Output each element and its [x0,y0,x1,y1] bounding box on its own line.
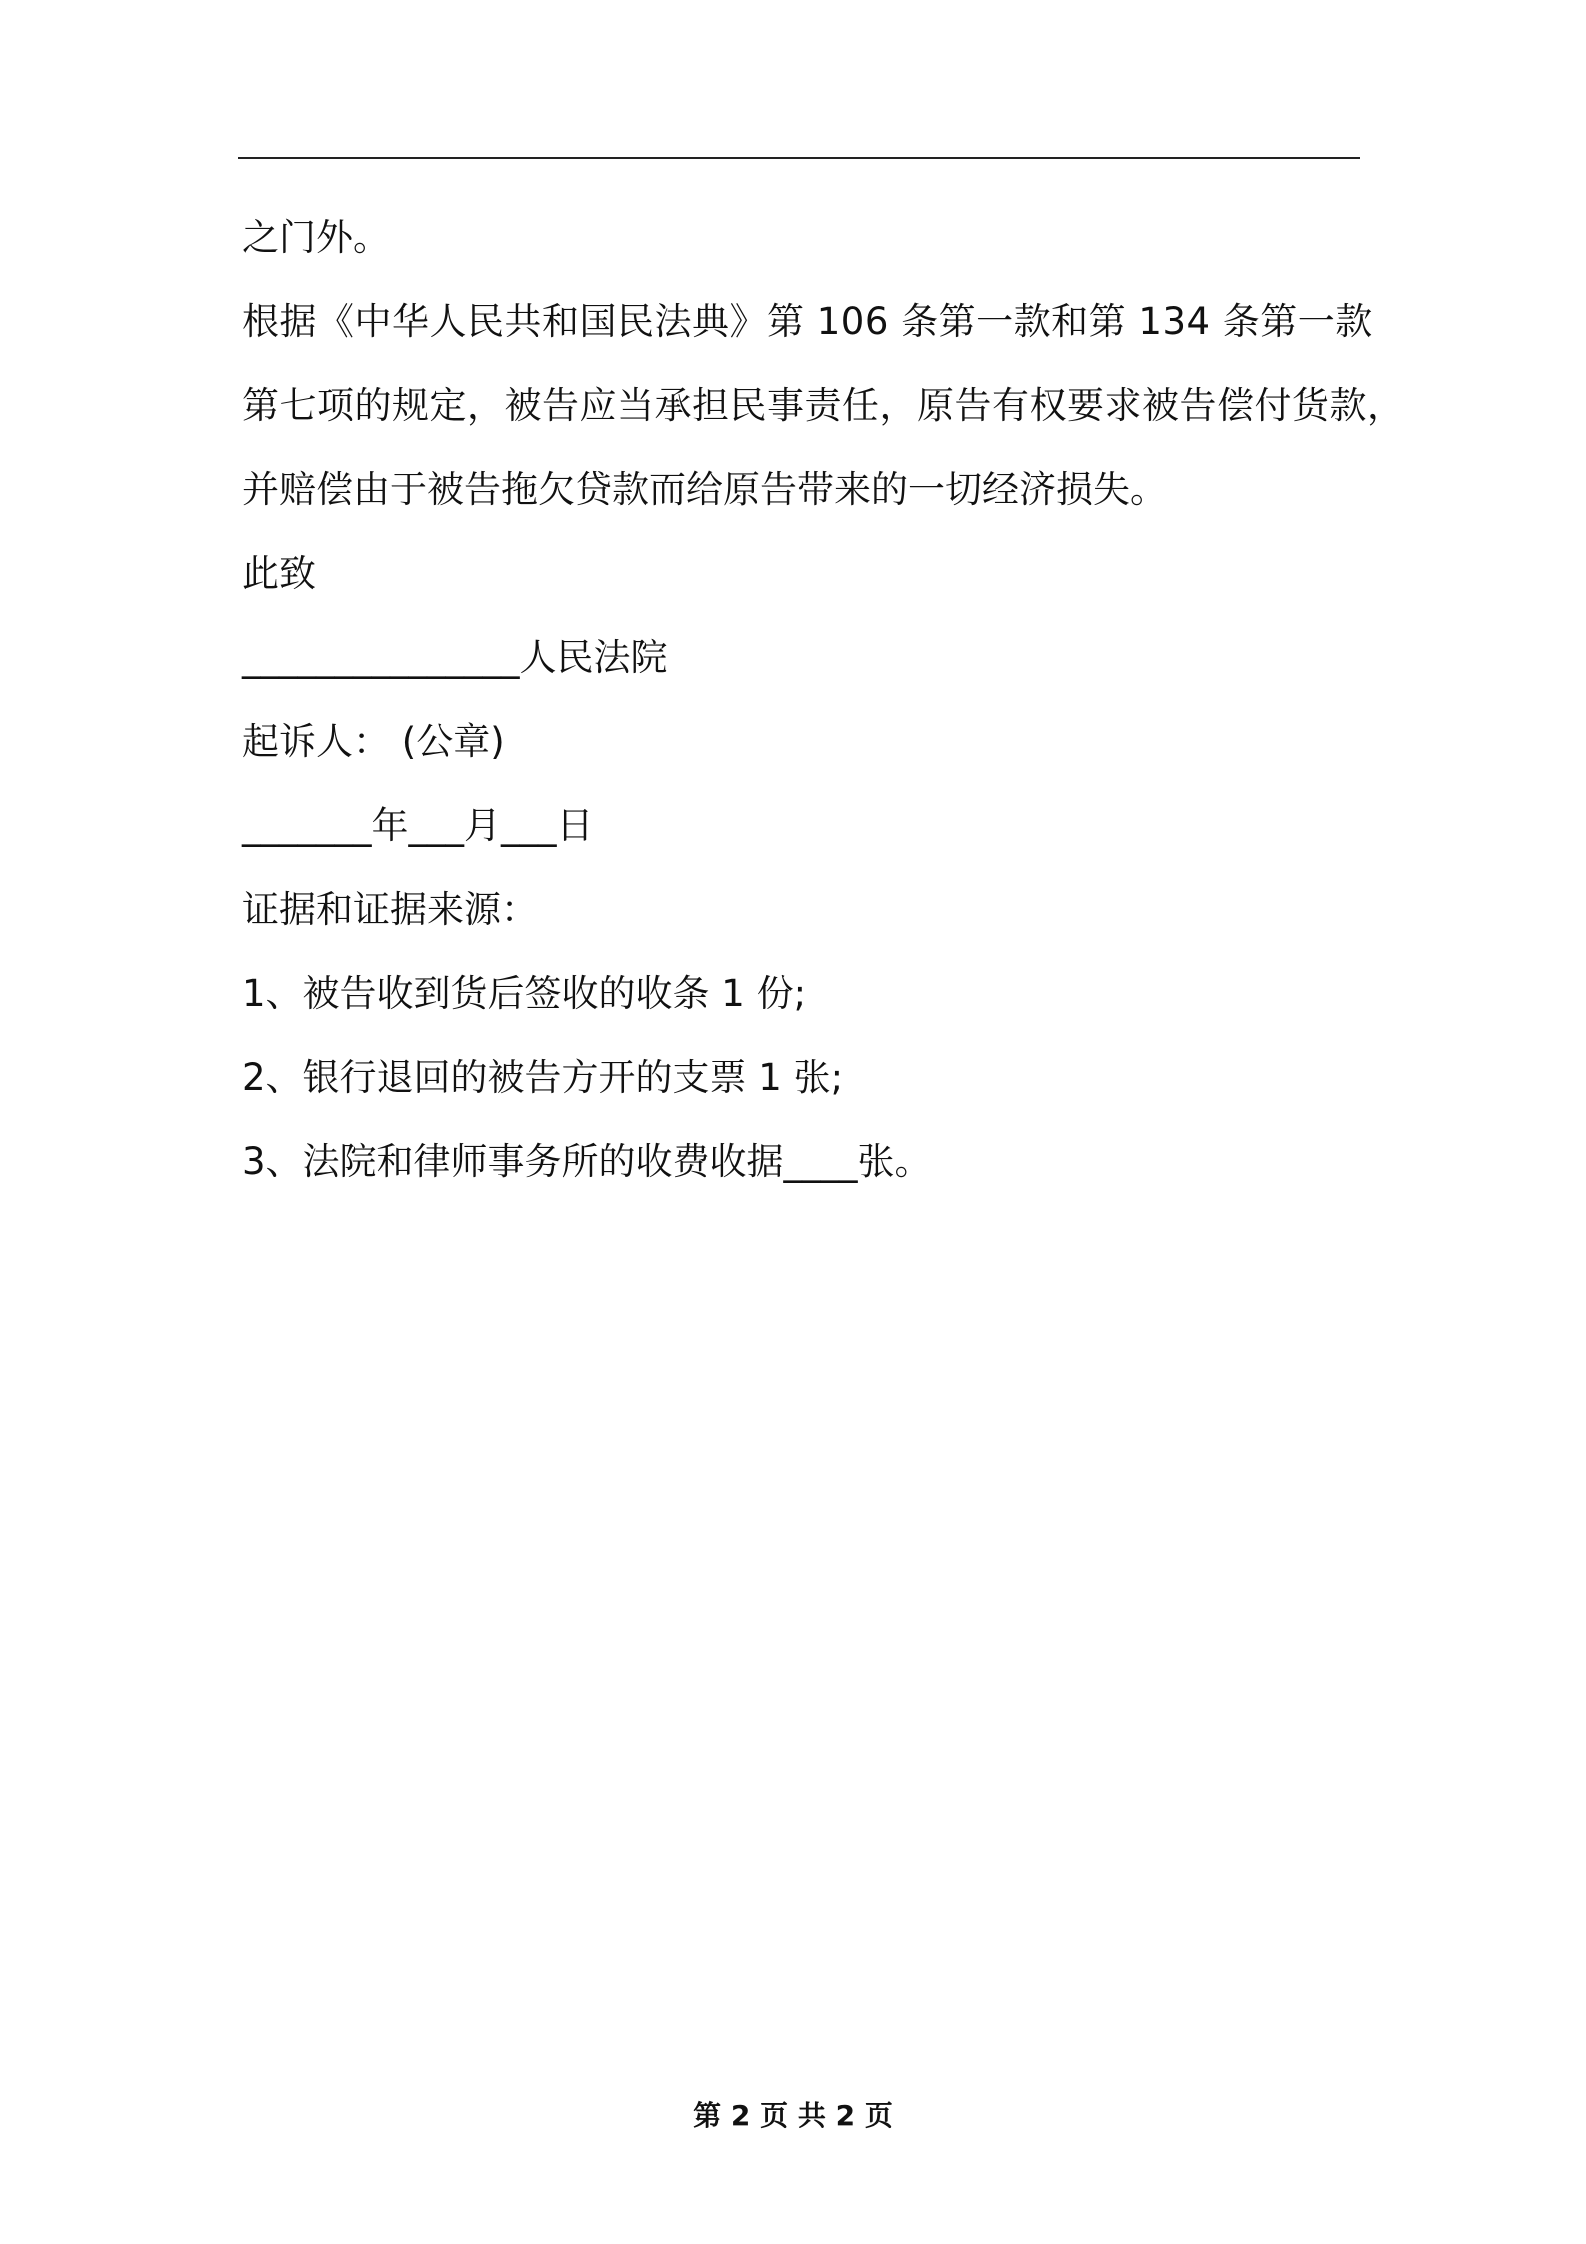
text-line-legal-basis-3: 并赔偿由于被告拖欠贷款而给原告带来的一切经济损失。 [242,468,1167,511]
evidence-heading: 证据和证据来源： [242,888,538,931]
court-name-blank: _______________人民法院 [242,636,668,679]
salutation: 此致 [242,552,316,595]
text-line-continuation: 之门外。 [242,216,390,259]
document-body [242,196,1405,1204]
date-blank-line: _______年___月___日 [242,804,594,847]
text-line-legal-basis-2: 第七项的规定，被告应当承担民事责任，原告有权要求被告偿付货款， [242,384,1405,427]
header-divider [238,157,1360,159]
text-line-legal-basis-1: 根据《中华人民共和国民法典》第 106 条第一款和第 134 条第一款 [242,300,1373,343]
page-number-footer: 第 2 页 共 2 页 [693,2099,893,2132]
plaintiff-seal-line: 起诉人： (公章) [242,720,505,763]
evidence-item-3: 3、法院和律师事务所的收费收据____张。 [242,1140,932,1183]
evidence-item-1: 1、被告收到货后签收的收条 1 份; [242,972,807,1015]
evidence-item-2: 2、银行退回的被告方开的支票 1 张; [242,1056,844,1099]
